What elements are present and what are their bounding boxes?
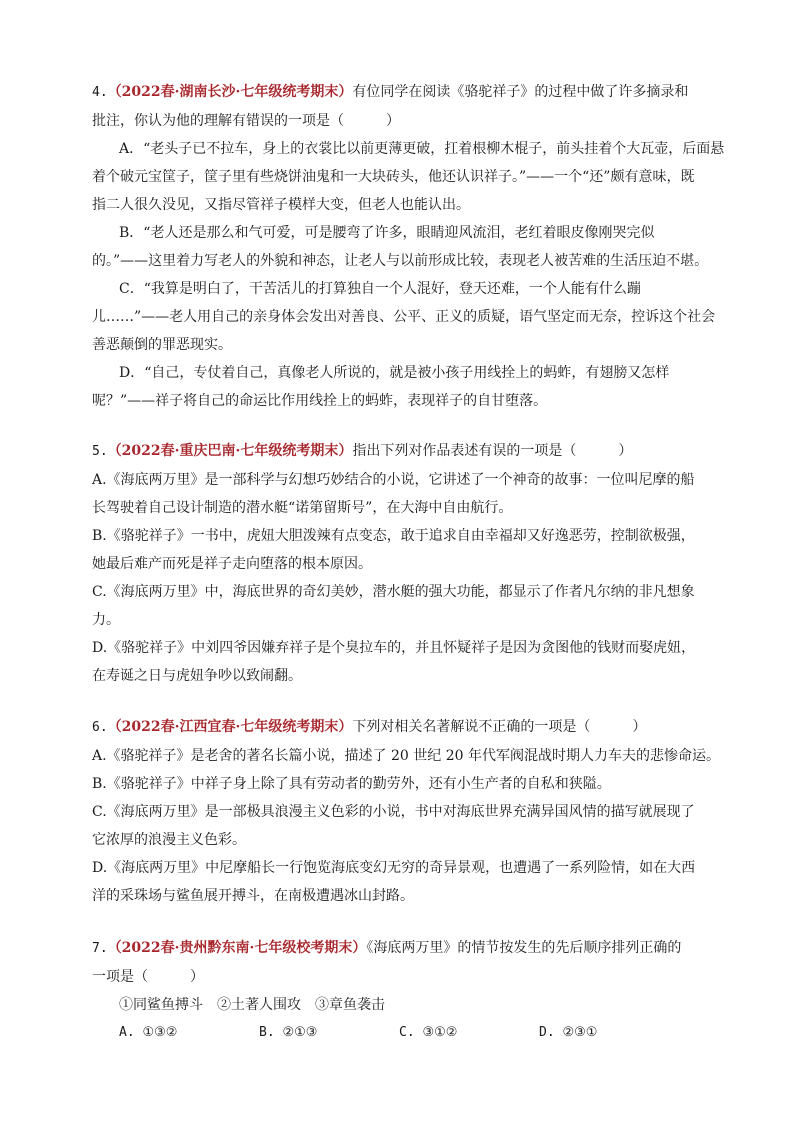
option-d-line: 洋的采珠场与鲨鱼展开搏斗，在南极遭遇冰山封路。 — [92, 888, 414, 904]
question-source: （2022春·江西宜春·七年级统考期末） — [107, 719, 353, 735]
option-c-line: 它浓厚的浪漫主义色彩。 — [92, 832, 246, 848]
question-7-header — [92, 934, 726, 963]
option-a: A. ①③② — [119, 1025, 178, 1040]
question-stem-line: 一项是（ ） — [92, 969, 204, 985]
question-5 — [92, 437, 726, 690]
option-b-line: 的。”——这里着力写老人的外貌和神态，让老人与以前形成比较，表现老人被苦难的生活压迫不堪。 — [92, 253, 709, 269]
option-c: C.《海底两万里》中，海底世界的奇幻美妙，潜水艇的强大功能，都显示了作者凡尔纳的非凡想象 — [92, 584, 695, 600]
question-4-header — [92, 78, 726, 107]
option-a-line: 指二人很久没见，又指尽管祥子模样大变，但老人也能认出。 — [92, 197, 470, 213]
question-number: 7. — [92, 941, 108, 956]
option-b: B.《骆驼祥子》一书中，虎妞大胆泼辣有点变态，敢于追求自由幸福却又好逸恶劳，控制欲极强， — [92, 528, 695, 544]
option-d: D. ②③① — [539, 1025, 598, 1040]
question-source: （2022春·湖南长沙·七年级统考期末） — [107, 84, 353, 100]
option-a: A.《海底两万里》是一部科学与幻想巧妙结合的小说，它讲述了一个神奇的故事：一位叫尼摩的船 — [92, 472, 695, 488]
question-4 — [92, 78, 726, 415]
option-b-line: 她最后难产而死是祥子走向堕落的根本原因。 — [92, 556, 372, 572]
question-stem: 指出下列对作品表述有误的一项是（ ） — [352, 443, 633, 459]
option-b: B. ②①③ — [259, 1025, 318, 1040]
option-d: D．“自己，专仗着自己，真像老人所说的，就是被小孩子用线拴上的蚂蚱，有翅膀又怎样 — [119, 365, 670, 381]
question-6-header — [92, 713, 726, 742]
option-c: C．“我算是明白了，干苦活儿的打算独自一个人混好，登天还难，一个人能有什么蹦 — [119, 281, 641, 297]
option-c-line: 力。 — [92, 612, 120, 628]
question-6 — [92, 713, 726, 910]
option-d-line: 在寿诞之日与虎妞争吵以致闹翻。 — [92, 668, 302, 684]
option-b: B．“老人还是那么和气可爱，可是腰弯了许多，眼睛迎风流泪，老红着眼皮像刚哭完似 — [119, 225, 655, 241]
answer-options — [92, 1019, 726, 1047]
question-5-header — [92, 437, 726, 466]
question-source: （2022春·重庆巴南·七年级统考期末） — [107, 443, 353, 459]
option-d: D.《骆驼祥子》中刘四爷因嫌弃祥子是个臭拉车的，并且怀疑祥子是因为贪图他的钱财而娶虎妞， — [92, 640, 696, 656]
option-d: D.《海底两万里》中尼摩船长一行饱览海底变幻无穷的奇异景观，也遭遇了一系列险情，如在大西 — [92, 860, 696, 876]
option-c-line: 善恶颠倒的罪恶现实。 — [92, 337, 232, 353]
question-number: 6. — [92, 720, 108, 735]
option-a: A.《骆驼祥子》是老舍的著名长篇小说，描述了 20 世纪 20 年代军阀混战时期人力车夫的悲惨命运。 — [92, 748, 720, 764]
question-number: 5. — [92, 444, 108, 459]
question-stem: 下列对相关名著解说不正确的一项是（ ） — [352, 719, 647, 735]
option-d-line: 呢？”——祥子将自己的命运比作用线拴上的蚂蚱，表现祥子的自甘堕落。 — [92, 393, 548, 409]
question-number: 4. — [92, 85, 108, 100]
option-c: C. ③①② — [399, 1025, 458, 1040]
option-b: B.《骆驼祥子》中祥子身上除了具有劳动者的勤劳外，还有小生产者的自私和狭隘。 — [92, 776, 611, 792]
question-source: （2022春·贵州黔东南·七年级校考期末） — [107, 940, 367, 956]
question-stem: 有位同学在阅读《骆驼祥子》的过程中做了许多摘录和 — [352, 84, 689, 100]
option-c: C.《海底两万里》是一部极具浪漫主义色彩的小说，书中对海底世界充满异国风情的描写就展现了 — [92, 804, 695, 820]
question-7 — [92, 934, 726, 1047]
option-a: A．“老头子已不拉车，身上的衣裳比以前更薄更破，扛着根柳木棍子，前头挂着个大瓦壶，后面悬 — [119, 141, 725, 157]
question-stem-line: 批注，你认为他的理解有错误的一项是（ ） — [92, 113, 400, 129]
option-c-line: 儿……”——老人用自己的亲身体会发出对善良、公平、正义的质疑，语气坚定而无奈，控诉这个社会 — [92, 309, 716, 325]
option-a-line: 着个破元宝筐子，筐子里有些烧饼油鬼和一大块砖头，他还认识祥子。”——一个“还”颇有意味，既 — [92, 169, 695, 185]
event-list: ①同鲨鱼搏斗 ②土著人围攻 ③章鱼袭击 — [119, 997, 385, 1013]
option-a-line: 长驾驶着自己设计制造的潜水艇“诺第留斯号”，在大海中自由航行。 — [92, 500, 513, 516]
question-stem: 《海底两万里》的情节按发生的先后顺序排列正确的 — [366, 940, 682, 956]
